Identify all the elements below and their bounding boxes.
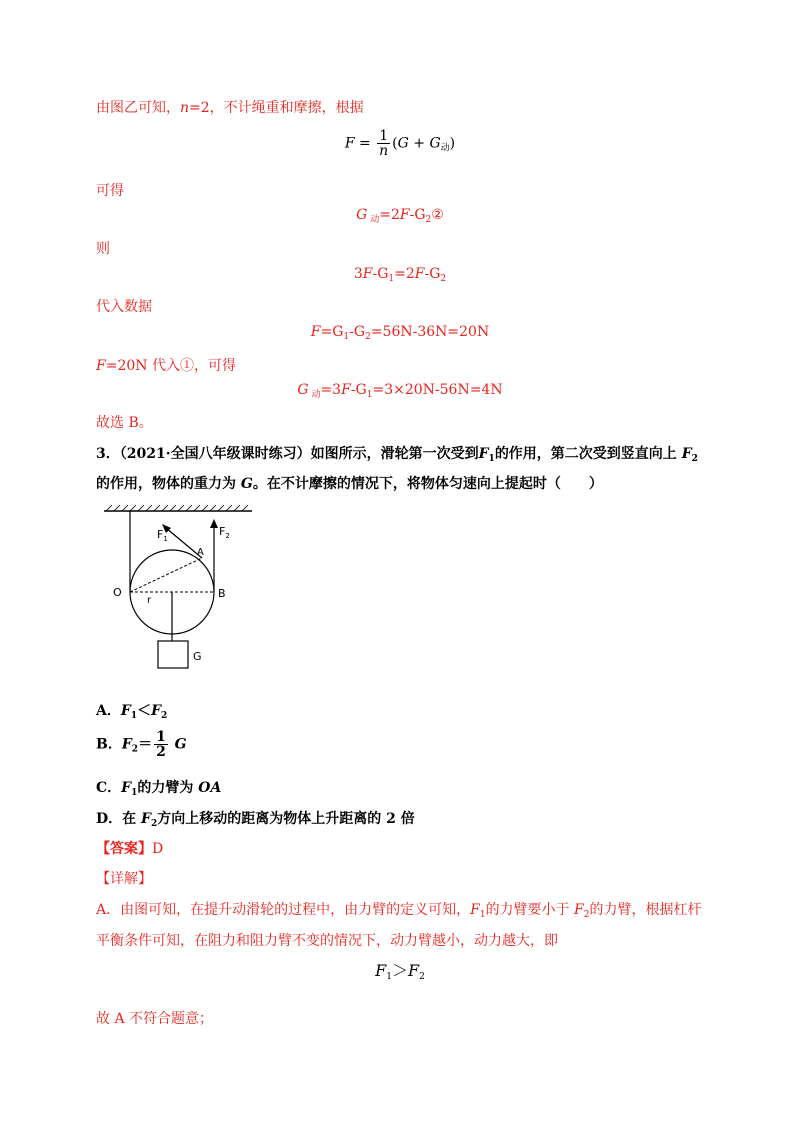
option-d: D．在 $F_2$方向上移动的距离为物体上升距离的 2 倍 (96, 811, 415, 829)
option-b: B．$F_2=$ $\frac{1}{2}$ G (96, 729, 187, 760)
equation-4: $F=G_1-G_2=56N-36N=20N$ (310, 324, 490, 342)
label-g: G (193, 650, 202, 663)
option-a: A．$F_1<F_2$ (96, 703, 168, 721)
equation-3: $3F-G_1=2F-G_2$ (353, 266, 447, 284)
text-dairu: 代入数据 (96, 299, 152, 315)
text-ze: 则 (96, 241, 110, 257)
explain-label: 【详解】 (96, 871, 152, 887)
equation-5: G $_动=3F-G_1=3\times 20N-56N=4N$ (297, 382, 503, 400)
answer-line (96, 838, 163, 858)
explain-conclusion: 故 A 不符合题意； (96, 1011, 214, 1027)
explain-paragraph-1: A．由图可知，在提升动滑轮的过程中，由力臂的定义可知，$F_1$的力臂要小于 $F_2$的力臂，根据杠杆 (96, 902, 702, 920)
force-f2-arrowhead (210, 519, 218, 528)
formula-pulley-force: F = $\frac{1}{n}$ $(G + G_动)$ (344, 128, 456, 159)
label-o: O (113, 586, 122, 599)
solution-line-9: F=20N 代入①，可得 (96, 358, 236, 374)
text-guxuan: 故选 B。 (96, 415, 153, 431)
label-a: A (197, 547, 204, 558)
answer-label: 【答案】 (96, 841, 152, 857)
text-kede-1: 可得 (96, 183, 124, 199)
explain-paragraph-2: 平衡条件可知，在阻力和阻力臂不变的情况下，动力臂越小，动力越大，即 (96, 933, 558, 949)
equation-2: G $_动=2F-G_2②$ (356, 207, 444, 225)
label-f1: $F_1$ (157, 528, 168, 543)
label-r: r (147, 595, 152, 606)
equation-f1-gt-f2: $F_1>F_2$ (375, 961, 425, 982)
pulley-diagram (96, 500, 256, 680)
question-3-line-1: 3．（2021·全国八年级课时练习）如图所示，滑轮第一次受到$F_1$的作用，第二次受到竖直向上 $F_2$ (96, 446, 698, 464)
option-c: C．$F_1$的力臂为 OA (96, 780, 222, 798)
ceiling-hatching (106, 505, 248, 511)
fraction-1-over-n: $\frac{1}{n}$ (379, 128, 389, 159)
solution-line-1: 由图乙可知，n=2，不计绳重和摩擦，根据 (96, 100, 364, 116)
question-3-line-2: 的作用，物体的重力为 G。在不计摩擦的情况下，将物体匀速向上提起时（ ） (96, 476, 603, 492)
fraction-one-half: $\frac{1}{2}$ (156, 729, 166, 760)
label-b: B (218, 587, 226, 600)
weight-block (158, 641, 188, 668)
answer-value: D (152, 841, 164, 857)
label-f2: $F_2$ (219, 525, 230, 540)
